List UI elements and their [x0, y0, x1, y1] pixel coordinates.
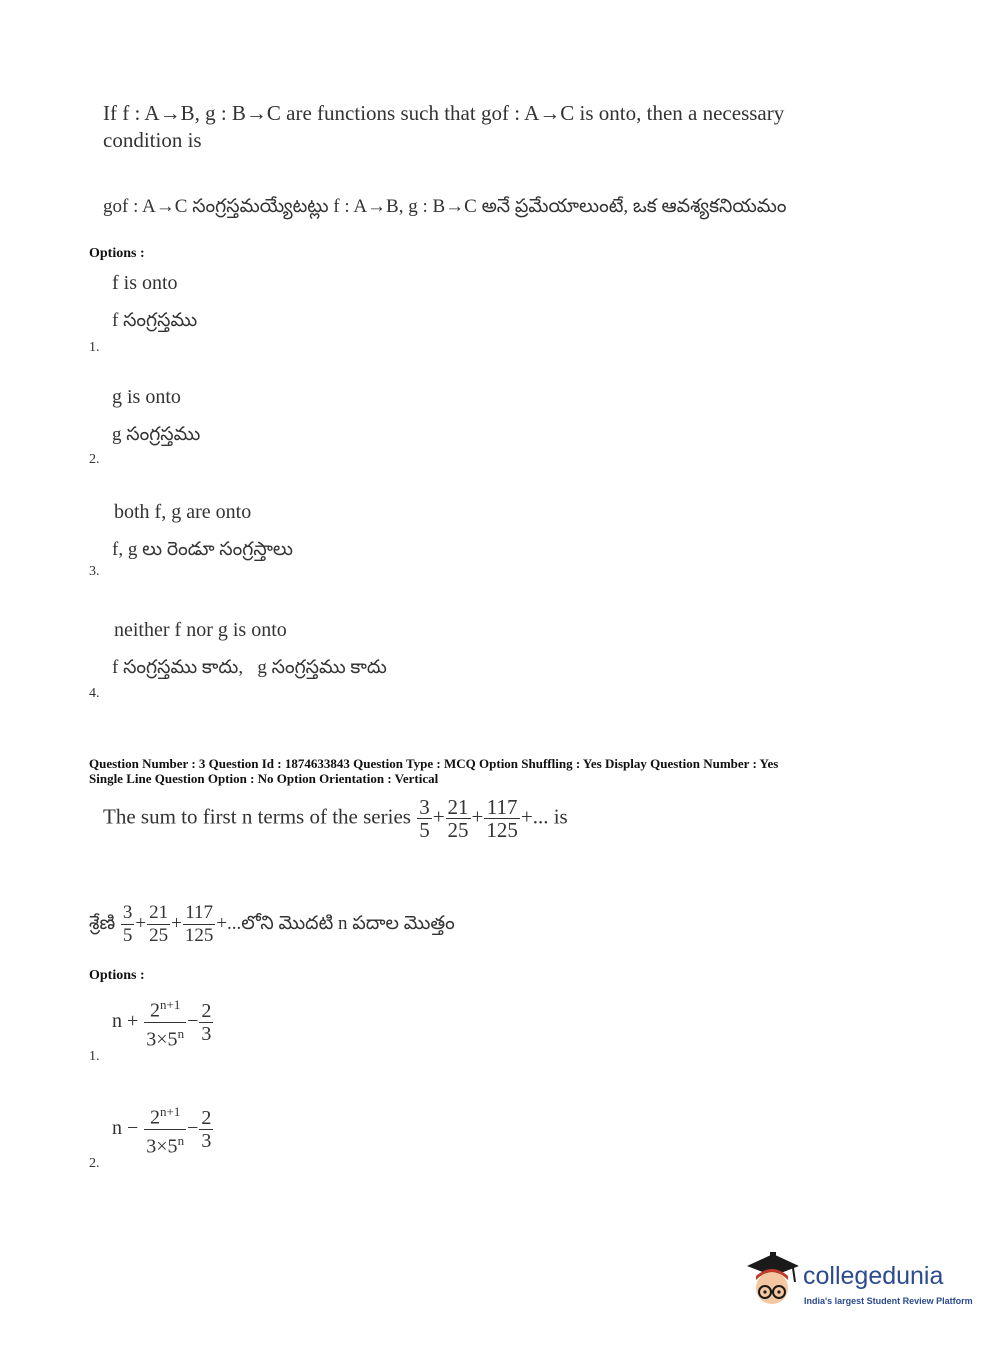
logo-name: collegedunia	[803, 1262, 944, 1290]
series-term-1	[417, 796, 432, 841]
q3-option-2-lead: n −	[112, 1116, 139, 1139]
option-4-text-te: f సంగ్రస్తము కాదు, g సంగ్రస్తము కాదు	[112, 657, 387, 678]
option-2-text-en: g is onto	[112, 386, 181, 408]
option-4-number[interactable]: 4.	[89, 686, 100, 701]
series-te-term-2-den: 25	[149, 925, 169, 946]
q3-option-2-fraction-2	[199, 1107, 213, 1152]
option-1-number[interactable]: 1.	[89, 340, 100, 355]
q3-option-1-sign: −	[187, 1009, 199, 1032]
series-term-1-num: 3	[419, 795, 430, 819]
option-2-number[interactable]: 2.	[89, 452, 100, 467]
question-3-prefix-te: శ్రేణి	[89, 912, 116, 934]
series-te-term-3-den: 125	[184, 925, 214, 946]
options-label: Options :	[89, 246, 145, 261]
series-te-term-3	[183, 902, 216, 947]
options-label-q3: Options :	[89, 968, 145, 983]
q3-option-1-fraction-2	[199, 1000, 213, 1045]
collegedunia-logo	[743, 1248, 973, 1318]
q3-option-1-formula	[112, 994, 214, 1050]
option-1-text-en: f is onto	[112, 272, 178, 294]
series-term-2-den: 25	[447, 818, 469, 842]
option-2-text-te: g సంగ్రస్తము	[112, 424, 201, 445]
q3-option-1-frac2-num: 2	[201, 999, 212, 1022]
series-te-term-2-num: 21	[149, 902, 169, 923]
q3-option-2-frac2-den: 3	[201, 1129, 212, 1152]
q3-option-2-sign: −	[187, 1116, 199, 1139]
q3-option-2-frac2-num: 2	[201, 1106, 212, 1129]
q3-option-1-frac2-den: 3	[201, 1022, 212, 1045]
option-3-text-te: f, g లు రెండూ సంగ్రస్తాలు	[112, 539, 293, 560]
question-3-suffix-en: +... is	[520, 804, 568, 829]
q3-option-1-number[interactable]: 1.	[89, 1049, 100, 1064]
logo-tagline: India's largest Student Review Platform	[804, 1296, 973, 1306]
question-2-line-2: condition is	[103, 128, 202, 152]
q3-option-1-fraction-1	[144, 994, 186, 1050]
q3-option-2-formula	[112, 1101, 214, 1157]
series-term-1-den: 5	[419, 818, 430, 842]
option-3-number[interactable]: 3.	[89, 564, 100, 579]
series-te-term-1	[121, 902, 135, 947]
q3-option-2-frac-num: $2^{n+1}$	[150, 1104, 181, 1129]
series-te-term-1-den: 5	[122, 925, 133, 946]
series-te-term-3-num: 117	[185, 902, 213, 923]
question-2-text-te: gof : A→C సంగ్రస్తమయ్యేటట్లు f : A→B, g : B→C అనే ప్రమేయాలుంటే, ఒక ఆవశ్యకనియమం	[103, 196, 787, 217]
series-te-term-2	[147, 902, 170, 947]
option-3-text-en: both f, g are onto	[114, 501, 252, 523]
series-term-2	[446, 796, 471, 841]
series-te-term-1-num: 3	[122, 902, 133, 923]
question-2-text-en	[103, 100, 923, 154]
question-3-meta-line-1: Question Number : 3 Question Id : 1874633843 Question Type : MCQ Option Shuffling : Yes Display Question Number : Yes	[89, 756, 779, 771]
question-3-meta-line-2: Single Line Question Option : No Option Orientation : Vertical	[89, 771, 439, 786]
q3-option-1-lead: n +	[112, 1009, 139, 1032]
series-term-2-num: 21	[447, 795, 469, 819]
series-term-3	[484, 796, 520, 841]
q3-option-2-frac-den: $3\times 5^n$	[144, 1129, 186, 1158]
question-3-text-en: The sum to first n terms of the series $\frac{3}{5}$ + $\frac{21}{25}$ + $\frac{117}{125}$ +... is	[103, 795, 568, 842]
q3-option-1-frac-den: $3\times 5^n$	[144, 1022, 186, 1051]
question-3-suffix-te: +...లోని మొదటి n పదాల మొత్తం	[216, 912, 455, 934]
option-4-text-en: neither f nor g is onto	[114, 619, 287, 641]
series-term-3-num: 117	[486, 795, 518, 819]
q3-option-1-frac-num: $2^{n+1}$	[150, 997, 181, 1022]
mascot-icon	[743, 1248, 801, 1310]
question-3-text-te: శ్రేణి $\frac{3}{5}$ + $\frac{21}{25}$ + $\frac{117}{125}$ +...లోని మొదటి n పదాల మొత్తం	[89, 902, 455, 946]
q3-option-2-fraction-1	[144, 1101, 186, 1157]
question-2-line-1: If f : A→B, g : B→C are functions such that gof : A→C is onto, then a necessary	[103, 101, 785, 125]
question-3-meta	[89, 756, 778, 786]
question-3-prefix-en: The sum to first n terms of the series	[103, 804, 411, 829]
option-1-text-te: f సంగ్రస్తము	[112, 310, 198, 331]
series-term-3-den: 125	[486, 818, 518, 842]
q3-option-2-number[interactable]: 2.	[89, 1156, 100, 1171]
